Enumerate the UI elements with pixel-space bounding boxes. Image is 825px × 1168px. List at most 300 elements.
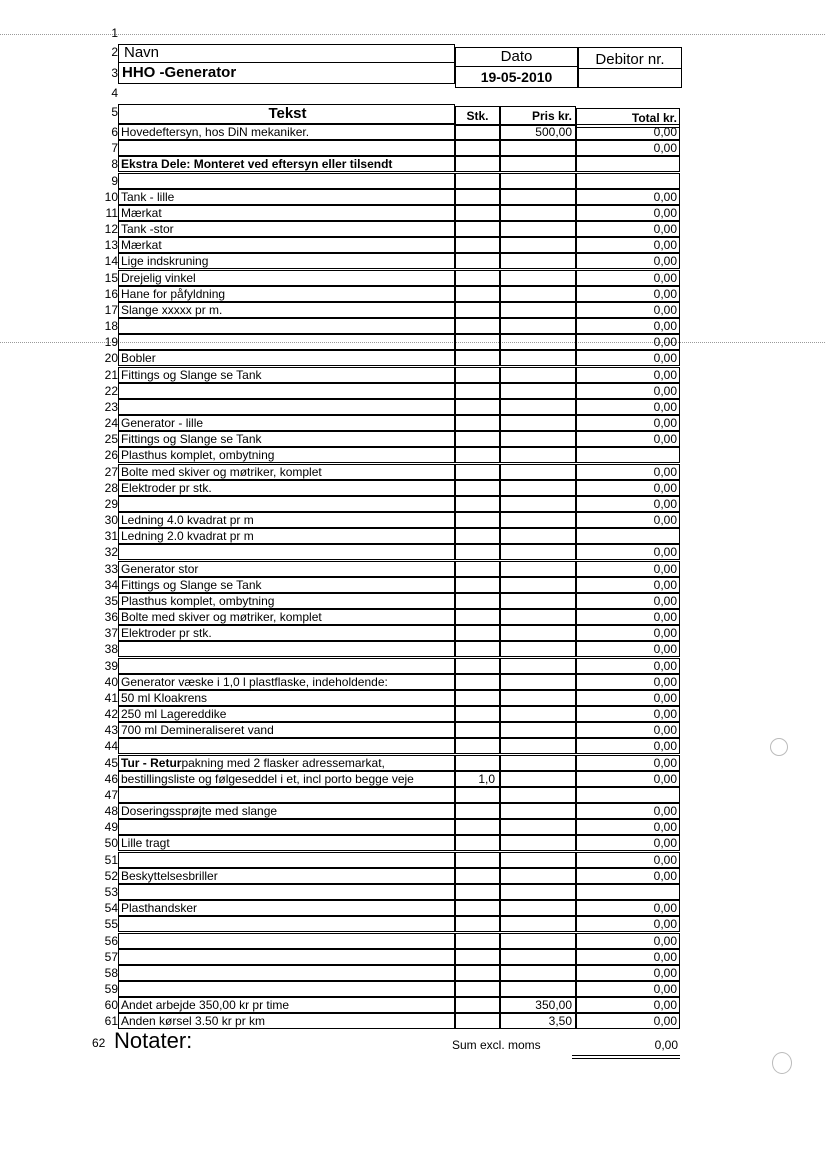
- table-row: [0, 949, 825, 965]
- item-price: [500, 674, 576, 690]
- item-description: Lige indskruning: [118, 253, 455, 269]
- row-number: 16: [104, 287, 118, 301]
- row-number: 28: [104, 481, 118, 495]
- row-number: 35: [104, 594, 118, 608]
- item-description: [118, 399, 455, 415]
- item-quantity: [455, 512, 500, 528]
- item-quantity: [455, 803, 500, 819]
- row-number: 36: [104, 610, 118, 624]
- item-description: [118, 496, 455, 512]
- item-quantity: [455, 738, 500, 754]
- item-description: Beskyttelsesbriller: [118, 868, 455, 884]
- item-total: 0,00: [576, 722, 680, 738]
- table-row: [0, 383, 825, 399]
- table-row: [0, 302, 825, 318]
- row-number: 25: [104, 432, 118, 446]
- item-quantity: [455, 868, 500, 884]
- table-row: [0, 868, 825, 884]
- column-stk: Stk.: [455, 106, 500, 126]
- item-price: [500, 156, 576, 172]
- item-quantity: [455, 965, 500, 981]
- item-total: 0,00: [576, 997, 680, 1013]
- item-quantity: [455, 480, 500, 496]
- item-total: [576, 156, 680, 172]
- row-number: 2: [111, 45, 118, 59]
- table-row: [0, 253, 825, 269]
- item-quantity: [455, 189, 500, 205]
- item-description: Slange xxxxx pr m.: [118, 302, 455, 318]
- item-quantity: [455, 609, 500, 625]
- item-quantity: [455, 124, 500, 140]
- item-price: [500, 205, 576, 221]
- item-price: [500, 593, 576, 609]
- item-quantity: [455, 464, 500, 480]
- item-total: 0,00: [576, 237, 680, 253]
- item-description: Generator - lille: [118, 415, 455, 431]
- item-total: 0,00: [576, 658, 680, 674]
- table-row: [0, 334, 825, 350]
- row-number: 8: [111, 157, 118, 171]
- item-description: [118, 787, 455, 803]
- row-number: 59: [104, 982, 118, 996]
- item-description: Elektroder pr stk.: [118, 625, 455, 641]
- item-description: Tur - Returpakning med 2 flasker adressemarkat,: [118, 755, 455, 771]
- item-total: 0,00: [576, 981, 680, 997]
- item-total: 0,00: [576, 124, 680, 140]
- item-total: 0,00: [576, 480, 680, 496]
- item-quantity: [455, 367, 500, 383]
- item-quantity: [455, 302, 500, 318]
- table-row: [0, 803, 825, 819]
- item-price: [500, 286, 576, 302]
- table-row: [0, 464, 825, 480]
- table-row: [0, 722, 825, 738]
- item-price: [500, 819, 576, 835]
- item-total: 0,00: [576, 318, 680, 334]
- row-number: 19: [104, 335, 118, 349]
- item-description: Tank -stor: [118, 221, 455, 237]
- column-total: Total kr.: [576, 108, 680, 128]
- item-quantity: [455, 819, 500, 835]
- item-description: Fittings og Slange se Tank: [118, 577, 455, 593]
- item-quantity: [455, 722, 500, 738]
- item-total: [576, 787, 680, 803]
- item-total: 0,00: [576, 738, 680, 754]
- row-number: 15: [104, 271, 118, 285]
- item-quantity: [455, 270, 500, 286]
- date-value: 19-05-2010: [480, 69, 553, 85]
- row-number: 17: [104, 303, 118, 317]
- row-number: 54: [104, 901, 118, 915]
- item-total: 0,00: [576, 512, 680, 528]
- table-row: [0, 658, 825, 674]
- row-number: 43: [104, 723, 118, 737]
- sum-label: Sum excl. moms: [452, 1038, 541, 1052]
- table-row: [0, 674, 825, 690]
- row-number: 57: [104, 950, 118, 964]
- table-row: [0, 755, 825, 771]
- item-price: [500, 480, 576, 496]
- row-number: 45: [104, 756, 118, 770]
- item-total: 0,00: [576, 464, 680, 480]
- item-description: [118, 641, 455, 657]
- item-total: 0,00: [576, 496, 680, 512]
- row-number: 30: [104, 513, 118, 527]
- sum-underline: [572, 1058, 680, 1059]
- table-row: [0, 787, 825, 803]
- item-price: [500, 965, 576, 981]
- notater-label: Notater:: [114, 1028, 193, 1053]
- item-price: [500, 544, 576, 560]
- item-price: [500, 641, 576, 657]
- item-quantity: [455, 835, 500, 851]
- item-price: [500, 787, 576, 803]
- table-row: [0, 286, 825, 302]
- row-number: 4: [111, 86, 118, 100]
- item-price: [500, 447, 576, 463]
- item-price: [500, 496, 576, 512]
- table-row: [0, 609, 825, 625]
- item-description: [118, 916, 455, 932]
- item-description: Ekstra Dele: Monteret ved eftersyn eller tilsendt: [118, 156, 455, 172]
- item-description: bestillingsliste og følgeseddel i et, incl porto begge veje: [118, 771, 455, 787]
- item-price: [500, 738, 576, 754]
- item-quantity: [455, 334, 500, 350]
- row-number: 32: [104, 545, 118, 559]
- item-description: [118, 140, 455, 156]
- item-price: [500, 367, 576, 383]
- row-number: 33: [104, 562, 118, 576]
- item-description: Hovedeftersyn, hos DiN mekaniker.: [118, 124, 455, 140]
- table-row: [0, 237, 825, 253]
- row-number: 14: [104, 254, 118, 268]
- table-row: [0, 900, 825, 916]
- item-price: [500, 270, 576, 286]
- row-number: 51: [104, 853, 118, 867]
- item-price: [500, 350, 576, 366]
- dato-label: Dato: [500, 48, 533, 65]
- item-quantity: [455, 625, 500, 641]
- item-price: [500, 658, 576, 674]
- item-price: 350,00: [500, 997, 576, 1013]
- item-quantity: [455, 383, 500, 399]
- scan-hole-mark: [772, 1052, 792, 1074]
- item-price: [500, 464, 576, 480]
- item-total: 0,00: [576, 609, 680, 625]
- item-total: 0,00: [576, 706, 680, 722]
- item-price: [500, 383, 576, 399]
- item-price: [500, 561, 576, 577]
- row-number: 6: [111, 125, 118, 139]
- item-description: Fittings og Slange se Tank: [118, 367, 455, 383]
- item-price: [500, 609, 576, 625]
- item-description: Plasthus komplet, ombytning: [118, 593, 455, 609]
- item-quantity: [455, 237, 500, 253]
- item-total: 0,00: [576, 350, 680, 366]
- row-number: 44: [104, 739, 118, 753]
- item-quantity: [455, 852, 500, 868]
- sum-value: 0,00: [654, 1038, 678, 1052]
- column-header-row: [0, 104, 825, 124]
- item-total: 0,00: [576, 900, 680, 916]
- table-row: [0, 997, 825, 1013]
- row-number: 53: [104, 885, 118, 899]
- table-row: [0, 431, 825, 447]
- table-row: [0, 593, 825, 609]
- table-row: [0, 399, 825, 415]
- row-number: 26: [104, 448, 118, 462]
- item-description: Andet arbejde 350,00 kr pr time: [118, 997, 455, 1013]
- item-total: 0,00: [576, 933, 680, 949]
- item-description: Hane for påfyldning: [118, 286, 455, 302]
- customer-name: HHO -Generator: [122, 64, 237, 81]
- item-price: 500,00: [500, 124, 576, 140]
- item-description: [118, 981, 455, 997]
- item-price: [500, 949, 576, 965]
- item-description: Doseringssprøjte med slange: [118, 803, 455, 819]
- item-total: 0,00: [576, 868, 680, 884]
- row-number: 1: [111, 26, 118, 40]
- row-number: 34: [104, 578, 118, 592]
- row-number: 21: [104, 368, 118, 382]
- item-quantity: [455, 156, 500, 172]
- table-row: [0, 933, 825, 949]
- item-total: 0,00: [576, 270, 680, 286]
- item-price: [500, 237, 576, 253]
- item-description: 700 ml Demineraliseret vand: [118, 722, 455, 738]
- item-quantity: [455, 593, 500, 609]
- item-quantity: [455, 253, 500, 269]
- item-price: [500, 916, 576, 932]
- item-description: Mærkat: [118, 237, 455, 253]
- item-description: Plasthandsker: [118, 900, 455, 916]
- item-quantity: [455, 561, 500, 577]
- table-row: [0, 625, 825, 641]
- item-total: 0,00: [576, 334, 680, 350]
- table-row: [0, 270, 825, 286]
- item-total: 0,00: [576, 286, 680, 302]
- item-description: [118, 933, 455, 949]
- table-row: [0, 415, 825, 431]
- item-price: [500, 852, 576, 868]
- item-price: [500, 981, 576, 997]
- row-number: 61: [104, 1014, 118, 1028]
- item-total: 0,00: [576, 544, 680, 560]
- item-description: Ledning 4.0 kvadrat pr m: [118, 512, 455, 528]
- item-total: 0,00: [576, 641, 680, 657]
- item-total: 0,00: [576, 803, 680, 819]
- item-price: [500, 625, 576, 641]
- item-description: [118, 949, 455, 965]
- item-description: Plasthus komplet, ombytning: [118, 447, 455, 463]
- table-row: [0, 528, 825, 544]
- item-price: [500, 528, 576, 544]
- table-row: [0, 835, 825, 851]
- row-number: 37: [104, 626, 118, 640]
- item-total: 0,00: [576, 577, 680, 593]
- item-price: [500, 302, 576, 318]
- row-number: 39: [104, 659, 118, 673]
- row-number: 5: [111, 105, 118, 119]
- table-row: [0, 544, 825, 560]
- table-row: [0, 1013, 825, 1029]
- item-quantity: [455, 658, 500, 674]
- item-quantity: [455, 318, 500, 334]
- item-total: 0,00: [576, 415, 680, 431]
- row-number: 13: [104, 238, 118, 252]
- item-price: [500, 334, 576, 350]
- item-description: Ledning 2.0 kvadrat pr m: [118, 528, 455, 544]
- item-quantity: [455, 884, 500, 900]
- row-number: 52: [104, 869, 118, 883]
- item-total: 0,00: [576, 755, 680, 771]
- row-number: 49: [104, 820, 118, 834]
- item-price: [500, 933, 576, 949]
- item-description: [118, 173, 455, 189]
- item-description: Drejelig vinkel: [118, 270, 455, 286]
- item-description: 250 ml Lagereddike: [118, 706, 455, 722]
- row-number: 20: [104, 351, 118, 365]
- table-row: [0, 884, 825, 900]
- table-row: [0, 367, 825, 383]
- item-quantity: [455, 755, 500, 771]
- row-number: 40: [104, 675, 118, 689]
- row-number: 46: [104, 772, 118, 786]
- table-row: [0, 447, 825, 463]
- row-number: 12: [104, 222, 118, 236]
- item-total: 0,00: [576, 302, 680, 318]
- item-quantity: [455, 205, 500, 221]
- row-number: 41: [104, 691, 118, 705]
- item-total: [576, 884, 680, 900]
- item-quantity: [455, 431, 500, 447]
- item-description: [118, 334, 455, 350]
- table-row: [0, 965, 825, 981]
- row-number: 62: [92, 1036, 106, 1050]
- table-row: [0, 561, 825, 577]
- item-quantity: [455, 173, 500, 189]
- item-total: 0,00: [576, 383, 680, 399]
- item-description: [118, 819, 455, 835]
- table-row: [0, 916, 825, 932]
- table-row: [0, 124, 825, 140]
- row-number: 38: [104, 642, 118, 656]
- item-quantity: [455, 140, 500, 156]
- column-tekst: Tekst: [118, 104, 455, 124]
- item-price: [500, 173, 576, 189]
- item-description: [118, 544, 455, 560]
- row-number: 50: [104, 836, 118, 850]
- row-number: 23: [104, 400, 118, 414]
- item-price: [500, 690, 576, 706]
- item-total: 0,00: [576, 593, 680, 609]
- item-total: 0,00: [576, 221, 680, 237]
- item-quantity: [455, 415, 500, 431]
- item-description: Mærkat: [118, 205, 455, 221]
- item-description: [118, 658, 455, 674]
- row-number: 11: [105, 206, 118, 220]
- item-quantity: [455, 787, 500, 803]
- item-description: [118, 318, 455, 334]
- table-row: [0, 981, 825, 997]
- row-number: 27: [104, 465, 118, 479]
- row-number: 18: [104, 319, 118, 333]
- table-row: [0, 512, 825, 528]
- item-description: Bobler: [118, 350, 455, 366]
- row-number: 48: [104, 804, 118, 818]
- item-price: [500, 253, 576, 269]
- row-number: 7: [111, 141, 118, 155]
- column-pris: Pris kr.: [500, 106, 576, 126]
- item-description: [118, 852, 455, 868]
- item-quantity: [455, 528, 500, 544]
- item-quantity: [455, 399, 500, 415]
- item-quantity: [455, 997, 500, 1013]
- item-total: 0,00: [576, 949, 680, 965]
- item-price: [500, 318, 576, 334]
- table-row: [0, 221, 825, 237]
- table-row: [0, 852, 825, 868]
- item-price: [500, 706, 576, 722]
- item-total: 0,00: [576, 140, 680, 156]
- item-quantity: 1,0: [455, 771, 500, 787]
- table-row: [0, 189, 825, 205]
- item-quantity: [455, 690, 500, 706]
- item-quantity: [455, 544, 500, 560]
- item-quantity: [455, 221, 500, 237]
- item-price: [500, 415, 576, 431]
- item-quantity: [455, 916, 500, 932]
- row-number: 55: [104, 917, 118, 931]
- item-total: 0,00: [576, 253, 680, 269]
- item-quantity: [455, 1013, 500, 1029]
- navn-label: Navn: [124, 44, 160, 61]
- item-quantity: [455, 286, 500, 302]
- item-description: Elektroder pr stk.: [118, 480, 455, 496]
- item-price: [500, 900, 576, 916]
- item-total: [576, 447, 680, 463]
- item-description: Anden kørsel 3.50 kr pr km: [118, 1013, 455, 1029]
- item-total: 0,00: [576, 852, 680, 868]
- item-price: [500, 431, 576, 447]
- row-number: 58: [104, 966, 118, 980]
- table-row: [0, 205, 825, 221]
- item-total: 0,00: [576, 399, 680, 415]
- table-row: [0, 350, 825, 366]
- row-number: 9: [111, 174, 118, 188]
- debitor-label: Debitor nr.: [595, 51, 665, 68]
- table-row: [0, 641, 825, 657]
- row-number: 10: [104, 190, 118, 204]
- item-quantity: [455, 706, 500, 722]
- item-description: 50 ml Kloakrens: [118, 690, 455, 706]
- item-description: [118, 884, 455, 900]
- item-price: 3,50: [500, 1013, 576, 1029]
- table-row: [0, 819, 825, 835]
- item-description: Fittings og Slange se Tank: [118, 431, 455, 447]
- item-total: 0,00: [576, 367, 680, 383]
- item-total: 0,00: [576, 189, 680, 205]
- item-total: 0,00: [576, 205, 680, 221]
- row-number: 3: [111, 66, 118, 80]
- item-quantity: [455, 496, 500, 512]
- item-description: Bolte med skiver og møtriker, komplet: [118, 609, 455, 625]
- row-number: 47: [104, 788, 118, 802]
- item-description: Bolte med skiver og møtriker, komplet: [118, 464, 455, 480]
- item-total: [576, 173, 680, 189]
- item-quantity: [455, 350, 500, 366]
- table-row: [0, 577, 825, 593]
